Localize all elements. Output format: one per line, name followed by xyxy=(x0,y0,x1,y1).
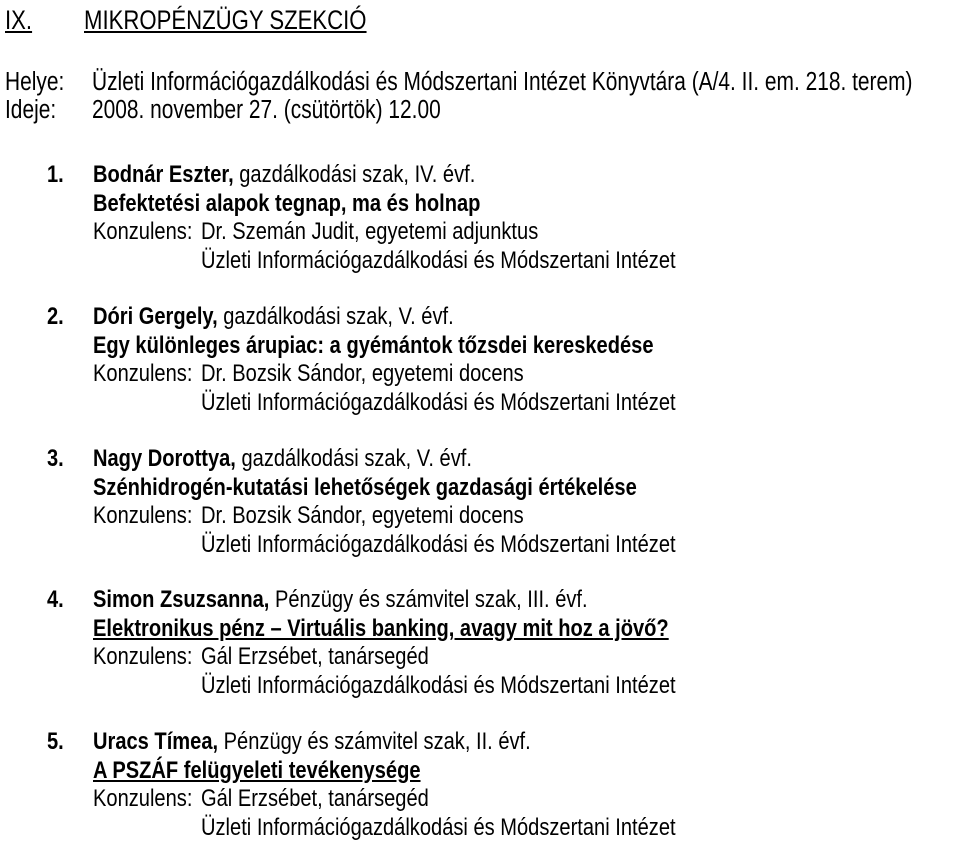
consultant-name: Gál Erzsébet, tanársegéd xyxy=(201,643,429,670)
presentation-title: Szénhidrogén-kutatási lehetőségek gazdasági értékelése xyxy=(93,473,637,501)
consultant-name: Dr. Bozsik Sándor, egyetemi docens xyxy=(201,502,524,529)
section-title: MIKROPÉNZÜGY SZEKCIÓ xyxy=(84,5,367,35)
consultant-institute: Üzleti Információgazdálkodási és Módszertani Intézet xyxy=(201,813,676,841)
presentation-title: Elektronikus pénz – Virtuális banking, avagy mit hoz a jövő? xyxy=(93,614,669,642)
presenter-name: Simon Zsuzsanna, xyxy=(93,586,270,613)
entry-number: 4. xyxy=(47,586,64,613)
presentation-title: A PSZÁF felügyeleti tevékenysége xyxy=(93,756,421,784)
presentation-title: Befektetési alapok tegnap, ma és holnap xyxy=(93,189,481,217)
entry-heading xyxy=(93,160,475,189)
time-value: 2008. november 27. (csütörtök) 12.00 xyxy=(92,96,441,124)
section-number: IX. xyxy=(5,5,33,35)
presenter-name: Dóri Gergely, xyxy=(93,303,218,330)
consultant-label: Konzulens: xyxy=(93,785,193,812)
consultant-label: Konzulens: xyxy=(93,643,193,670)
presenter-name: Uracs Tímea, xyxy=(93,728,219,755)
presenter-program: gazdálkodási szak, V. évf. xyxy=(217,303,454,330)
entry-number: 2. xyxy=(47,303,64,330)
location-label: Helye: xyxy=(5,68,65,96)
entry-heading xyxy=(93,444,472,473)
consultant-institute: Üzleti Információgazdálkodási és Módszertani Intézet xyxy=(201,246,676,274)
presenter-program: gazdálkodási szak, V. évf. xyxy=(235,445,472,472)
presentation-title: Egy különleges árupiac: a gyémántok tőzsdei kereskedése xyxy=(93,331,654,359)
location-value: Üzleti Információgazdálkodási és Módszertani Intézet Könyvtára (A/4. II. em. 218. terem) xyxy=(92,68,913,96)
presenter-name: Bodnár Eszter, xyxy=(93,161,234,188)
presenter-program: gazdálkodási szak, IV. évf. xyxy=(233,161,476,188)
entry-heading xyxy=(93,585,588,614)
entry-number: 5. xyxy=(47,728,64,755)
section-header xyxy=(5,2,367,38)
consultant-label: Konzulens: xyxy=(93,360,193,387)
consultant-label: Konzulens: xyxy=(93,502,193,529)
consultant-label: Konzulens: xyxy=(93,218,193,245)
presenter-program: Pénzügy és számvitel szak, III. évf. xyxy=(269,586,588,613)
presenter-name: Nagy Dorottya, xyxy=(93,445,236,472)
entry-heading xyxy=(93,727,531,756)
consultant-name: Dr. Bozsik Sándor, egyetemi docens xyxy=(201,360,524,387)
time-label: Ideje: xyxy=(5,96,57,124)
consultant-institute: Üzleti Információgazdálkodási és Módszertani Intézet xyxy=(201,671,676,699)
consultant-name: Dr. Szemán Judit, egyetemi adjunktus xyxy=(201,218,539,245)
consultant-institute: Üzleti Információgazdálkodási és Módszertani Intézet xyxy=(201,388,676,416)
entry-number: 1. xyxy=(47,161,64,188)
entry-number: 3. xyxy=(47,445,64,472)
consultant-name: Gál Erzsébet, tanársegéd xyxy=(201,785,429,812)
presenter-program: Pénzügy és számvitel szak, II. évf. xyxy=(218,728,531,755)
consultant-institute: Üzleti Információgazdálkodási és Módszertani Intézet xyxy=(201,530,676,558)
entry-heading xyxy=(93,302,454,331)
